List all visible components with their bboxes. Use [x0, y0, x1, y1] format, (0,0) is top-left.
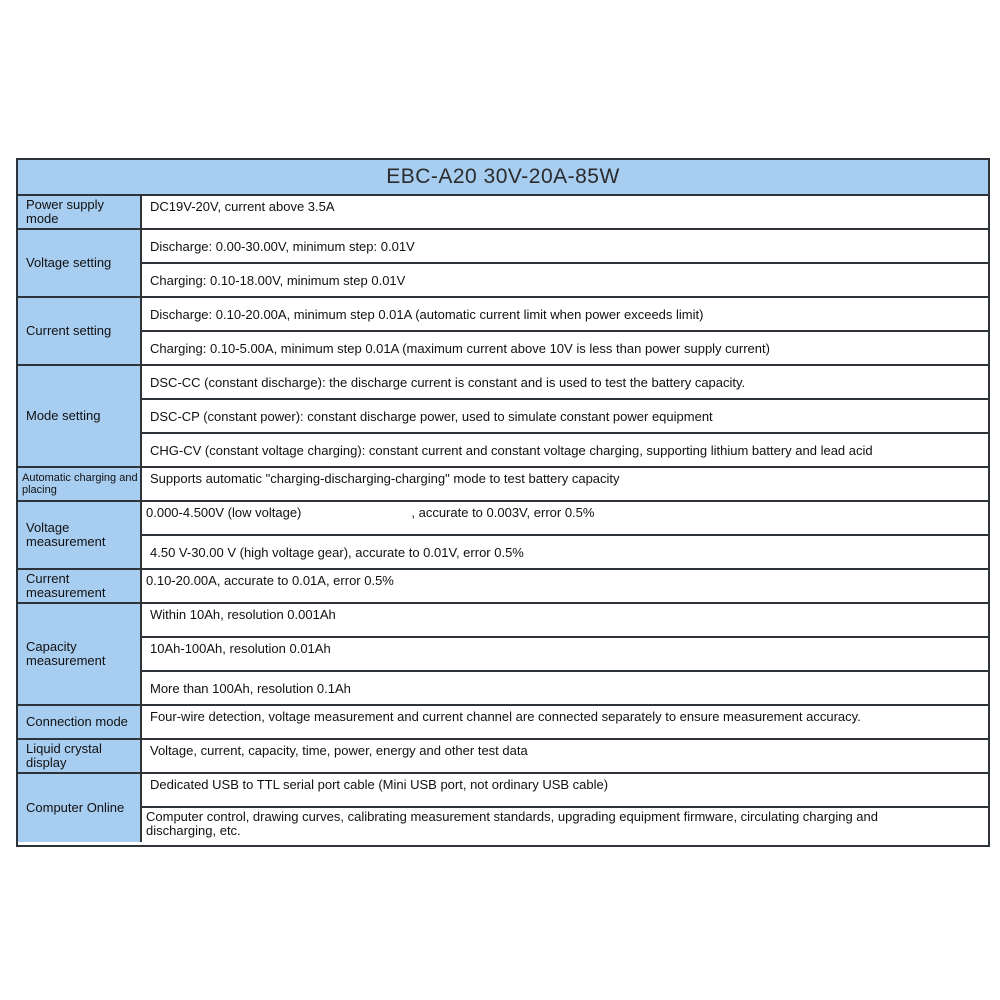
value-capacity-over-100ah: More than 100Ah, resolution 0.1Ah — [142, 672, 988, 706]
label-computer-online: Computer Online — [18, 774, 142, 842]
value-current-measurement: 0.10-20.00A, accurate to 0.01A, error 0.5% — [142, 570, 988, 604]
value-current-setting-discharge: Discharge: 0.10-20.00A, minimum step 0.01A (automatic current limit when power exceeds limit) — [142, 298, 988, 332]
value-automatic-charging: Supports automatic "charging-discharging-charging" mode to test battery capacity — [142, 468, 988, 502]
value-current-setting-charging: Charging: 0.10-5.00A, minimum step 0.01A (maximum current above 10V is less than power supply current) — [142, 332, 988, 366]
label-capacity-measurement: Capacity measurement — [18, 604, 142, 706]
value-voltage-low-accuracy: , accurate to 0.003V, error 0.5% — [411, 505, 595, 520]
value-mode-chg-cv: CHG-CV (constant voltage charging): constant current and constant voltage charging, supporting lithium battery and lead acid — [142, 434, 988, 468]
value-mode-dsc-cp: DSC-CP (constant power): constant discharge power, used to simulate constant power equipment — [142, 400, 988, 434]
value-computer-usb-cable: Dedicated USB to TTL serial port cable (Mini USB port, not ordinary USB cable) — [142, 774, 988, 808]
label-voltage-setting: Voltage setting — [18, 230, 142, 298]
value-voltage-setting-charging: Charging: 0.10-18.00V, minimum step 0.01V — [142, 264, 988, 298]
value-capacity-10-100ah: 10Ah-100Ah, resolution 0.01Ah — [142, 638, 988, 672]
label-current-measurement: Current measurement — [18, 570, 142, 604]
value-mode-dsc-cc: DSC-CC (constant discharge): the discharge current is constant and is used to test the battery capacity. — [142, 366, 988, 400]
label-power-supply-mode: Power supply mode — [18, 196, 142, 230]
label-current-setting: Current setting — [18, 298, 142, 366]
label-mode-setting: Mode setting — [18, 366, 142, 468]
value-voltage-measurement-low — [142, 502, 988, 536]
value-lcd: Voltage, current, capacity, time, power, energy and other test data — [142, 740, 988, 774]
label-connection-mode: Connection mode — [18, 706, 142, 740]
table-title: EBC-A20 30V-20A-85W — [18, 160, 988, 196]
spec-table — [16, 158, 990, 847]
label-lcd: Liquid crystal display — [18, 740, 142, 774]
label-automatic-charging: Automatic charging and placing — [18, 468, 142, 502]
value-voltage-low-range: 0.000-4.500V (low voltage) — [146, 505, 302, 520]
value-computer-functions: Computer control, drawing curves, calibrating measurement standards, upgrading equipment firmware, circulating charging and discharging, etc. — [146, 809, 878, 838]
value-capacity-within-10ah: Within 10Ah, resolution 0.001Ah — [142, 604, 988, 638]
value-power-supply-mode: DC19V-20V, current above 3.5A — [142, 196, 988, 230]
value-voltage-measurement-high: 4.50 V-30.00 V (high voltage gear), accurate to 0.01V, error 0.5% — [142, 536, 988, 570]
value-connection-mode: Four-wire detection, voltage measurement and current channel are connected separately to ensure measurement accuracy. — [142, 706, 988, 740]
label-voltage-measurement: Voltage measurement — [18, 502, 142, 570]
value-voltage-setting-discharge: Discharge: 0.00-30.00V, minimum step: 0.01V — [142, 230, 988, 264]
